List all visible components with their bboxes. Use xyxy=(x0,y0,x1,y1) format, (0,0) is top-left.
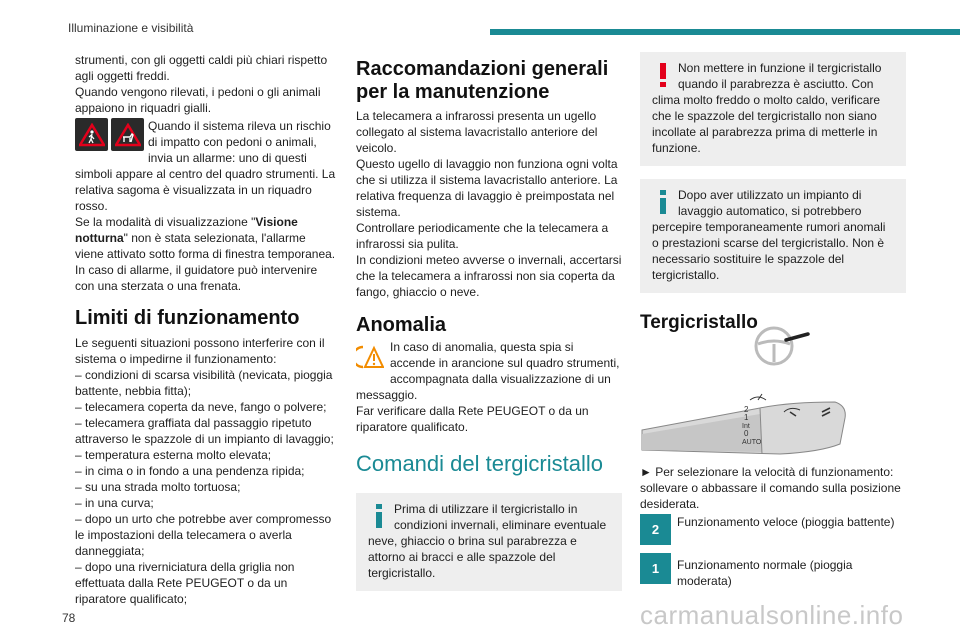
paragraph: In caso di allarme, il guidatore può intervenire con una sterzata o una frenata. xyxy=(75,263,318,293)
limits-heading: Limiti di funzionamento xyxy=(75,307,300,329)
step-text: Funzionamento normale (pioggia moderata) xyxy=(677,558,853,588)
pedestrian-warning-icon xyxy=(75,118,108,151)
steering-wheel-icon xyxy=(750,322,810,368)
anomaly-heading: Anomalia xyxy=(356,314,447,336)
paragraph: Controllare periodicamente che la telecamera a infrarossi sia pulita. xyxy=(356,221,609,251)
list-item: – su una strada molto tortuosa; xyxy=(75,480,241,494)
note-text: Prima di utilizzare il tergicristallo in condizioni invernali, eliminare eventuale neve, ghiaccio o brina sul parabrezza e attorno ai bracci e alle spazzole del tergicristallo. xyxy=(368,502,607,580)
paragraph: In condizioni meteo avverse o invernali, accertarsi che la telecamera a infrarossi non sia coperta da fango, ghiaccio o neve. xyxy=(356,253,622,299)
step-text: Funzionamento veloce (pioggia battente) xyxy=(677,515,895,529)
info-icon xyxy=(652,189,674,215)
wiper-heading: Tergicristallo xyxy=(640,312,758,333)
stalk-label: 1 xyxy=(744,413,749,422)
step-badge: 1 xyxy=(640,553,671,584)
animal-warning-icon xyxy=(111,118,144,151)
watermark-text: carmanualsonline.info xyxy=(640,600,904,630)
stalk-label: Int xyxy=(742,423,750,430)
list-item: – dopo una riverniciatura della griglia non effettuata dalla Rete PEUGEOT o da un riparatore qualificato; xyxy=(75,560,295,606)
list-item: – telecamera coperta da neve, fango o polvere; xyxy=(75,400,327,414)
paragraph: La telecamera a infrarossi presenta un ugello collegato al sistema lavacristallo anteriore del veicolo. xyxy=(356,109,598,155)
paragraph: Questo ugello di lavaggio non funziona ogni volta che si utilizza il sistema lavacristallo anteriore. La relativa frequenza di lavaggio è preimpostata nel sistema. xyxy=(356,157,618,219)
list-item: – dopo un urto che potrebbe aver compromesso le impostazioni della telecamera o averla danneggiata; xyxy=(75,512,332,558)
bold-term: Visione notturna xyxy=(75,215,298,245)
step-row xyxy=(640,553,906,589)
list-item: – in cima o in fondo a una pendenza ripida; xyxy=(75,464,305,478)
list-item: – condizioni di scarsa visibilità (nevicata, pioggia battente, nebbia fitta); xyxy=(75,368,333,398)
page-number: 78 xyxy=(62,611,76,625)
stalk-label: AUTO xyxy=(742,439,762,446)
list-item: – in una curva; xyxy=(75,496,154,510)
column-2 xyxy=(356,58,622,591)
wiper-stalk-illustration xyxy=(640,382,850,462)
paragraph: In caso di anomalia, questa spia si accende in arancione sul quadro strumenti, accompagnata dalla visualizzazione di un messaggio. xyxy=(356,340,620,402)
paragraph: Quando il sistema rileva un rischio di impatto con pedoni o animali, invia un allarme: uno di questi simboli appare al centro del quadro strumenti. La relativa sagoma è visualizzata in un riquadro rosso. xyxy=(75,119,336,213)
note-text: Dopo aver utilizzato un impianto di lavaggio automatico, si potrebbero percepire temporaneamente rumori anomali o prestazioni scarse del tergicristallo. Non è necessario sostituire le spazzole del tergicristallo. xyxy=(652,188,886,282)
step-row xyxy=(640,514,906,545)
info-note xyxy=(356,493,622,591)
step-badge: 2 xyxy=(640,514,671,545)
night-vision-fault-icon xyxy=(356,343,384,371)
speed-instruction: ► Per selezionare la velocità di funzionamento: sollevare o abbassare il comando sulla posizione desiderata. xyxy=(640,465,901,511)
warning-note xyxy=(640,52,906,166)
note-text: Non mettere in funzione il tergicristallo quando il parabrezza è asciutto. Con clima molto freddo o molto caldo, verificare che le spazzole del tergicristallo non siano incollate al parabrezza prima di metterle in funzione. xyxy=(652,61,882,155)
header-accent-bar xyxy=(490,29,960,35)
maintenance-heading: Raccomandazioni generali per la manutenzione xyxy=(356,58,609,103)
column-1 xyxy=(75,52,337,607)
section-title: Illuminazione e visibilità xyxy=(68,21,194,35)
paragraph: strumenti, con gli oggetti caldi più chiari rispetto agli oggetti freddi. xyxy=(75,53,328,83)
wiper-symbol-icon xyxy=(750,394,766,400)
warning-exclamation-icon xyxy=(652,62,674,88)
paragraph: Quando vengono rilevati, i pedoni o gli animali appaiono in riquadri gialli. xyxy=(75,85,321,115)
speed-steps xyxy=(640,512,906,589)
stalk-label: 2 xyxy=(744,405,749,414)
list-item: – temperatura esterna molto elevata; xyxy=(75,448,272,462)
stalk-label: 0 xyxy=(744,429,749,438)
info-icon xyxy=(368,503,390,529)
paragraph: Se la modalità di visualizzazione "Visione notturna" non è stata selezionata, l'allarme viene attivato sotto forma di finestra temporanea. xyxy=(75,215,336,261)
wiper-controls-heading: Comandi del tergicristallo xyxy=(356,451,603,476)
paragraph: Far verificare dalla Rete PEUGEOT o da un riparatore qualificato. xyxy=(356,404,589,434)
limits-list xyxy=(75,367,337,607)
paragraph: Le seguenti situazioni possono interferire con il sistema o impedirne il funzionamento: xyxy=(75,336,325,366)
collision-warning-icons xyxy=(75,118,144,151)
info-note xyxy=(640,179,906,293)
column-3 xyxy=(640,52,906,588)
list-item: – telecamera graffiata dal passaggio ripetuto attraverso le spazzole di un impianto di lavaggio; xyxy=(75,416,334,446)
